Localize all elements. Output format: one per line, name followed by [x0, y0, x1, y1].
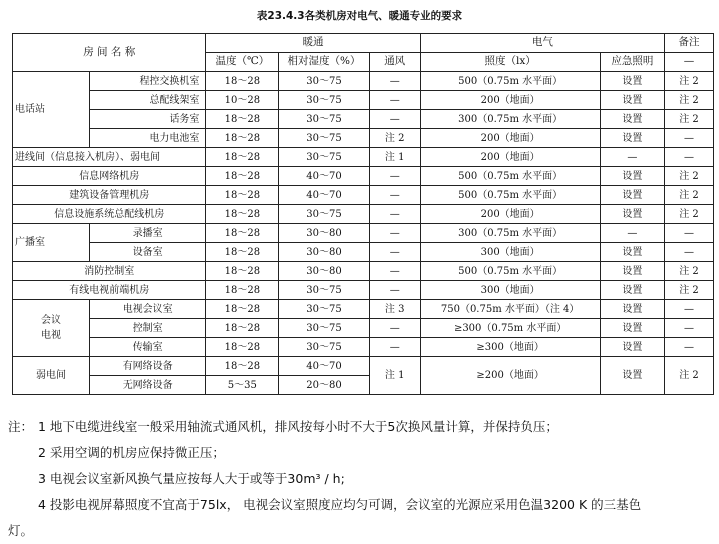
humidity-cell: 30～75 [279, 148, 369, 167]
notes-prefix: 注： [8, 419, 34, 434]
ventilation-cell: — [369, 243, 420, 262]
room-name: 控制室 [89, 319, 205, 338]
room-name: 有线电视前端机房 [13, 281, 206, 300]
illuminance-cell: 200（地面） [420, 129, 600, 148]
illuminance-cell: ≥200（地面） [420, 357, 600, 395]
temperature-cell: 18～28 [206, 243, 279, 262]
header-row-top [13, 34, 714, 53]
remark-cell: 注 2 [665, 357, 714, 395]
table-row [13, 281, 714, 300]
table-row [13, 110, 714, 129]
note-3: 3 电视会议室新风换气量应按每人大于或等于30m³ / h; [38, 471, 345, 486]
remark-cell: 注 2 [665, 72, 714, 91]
remark-cell: 注 2 [665, 91, 714, 110]
illuminance-cell: 300（0.75m 水平面） [420, 110, 600, 129]
room-name: 消防控制室 [13, 262, 206, 281]
illuminance-cell: ≥300（0.75m 水平面） [420, 319, 600, 338]
emergency-cell: 设置 [600, 319, 664, 338]
remark-cell: 注 2 [665, 205, 714, 224]
humidity-cell: 40～70 [279, 186, 369, 205]
remark-cell: 注 2 [665, 262, 714, 281]
remark-cell: — [665, 319, 714, 338]
temperature-cell: 18～28 [206, 148, 279, 167]
header-temperature: 温度（℃） [206, 53, 279, 72]
room-name: 电视会议室 [89, 300, 205, 319]
humidity-cell: 30～75 [279, 205, 369, 224]
illuminance-cell: 750（0.75m 水平面）（注 4） [420, 300, 600, 319]
emergency-cell: 设置 [600, 300, 664, 319]
table-row [13, 205, 714, 224]
ventilation-cell: — [369, 319, 420, 338]
illuminance-cell: 500（0.75m 水平面） [420, 186, 600, 205]
emergency-cell: 设置 [600, 72, 664, 91]
temperature-cell: 18～28 [206, 167, 279, 186]
temperature-cell: 18～28 [206, 110, 279, 129]
temperature-cell: 18～28 [206, 262, 279, 281]
table-row [13, 243, 714, 262]
table-row [13, 224, 714, 243]
humidity-cell: 30～75 [279, 129, 369, 148]
note-1 [8, 414, 714, 440]
humidity-cell: 30～80 [279, 224, 369, 243]
room-name: 无网络设备 [89, 376, 205, 395]
humidity-cell: 30～80 [279, 243, 369, 262]
header-remarks-sub: — [665, 53, 714, 72]
table-row [13, 186, 714, 205]
humidity-cell: 30～75 [279, 72, 369, 91]
temperature-cell: 18～28 [206, 338, 279, 357]
remark-cell: 注 2 [665, 186, 714, 205]
room-name: 信息设施系统总配线机房 [13, 205, 206, 224]
table-row [13, 91, 714, 110]
emergency-cell: 设置 [600, 338, 664, 357]
emergency-cell: 设置 [600, 186, 664, 205]
header-ventilation: 通风 [369, 53, 420, 72]
emergency-cell: 设置 [600, 91, 664, 110]
ventilation-cell: 注 1 [369, 357, 420, 395]
ventilation-cell: 注 2 [369, 129, 420, 148]
illuminance-cell: 300（0.75m 水平面） [420, 224, 600, 243]
group-telephone-station: 电话站 [13, 72, 90, 148]
group-video-conference: 会议 电视 [13, 300, 90, 357]
room-name: 有网络设备 [89, 357, 205, 376]
remark-cell: 注 2 [665, 110, 714, 129]
temperature-cell: 18～28 [206, 205, 279, 224]
header-room-name: 房 间 名 称 [13, 34, 206, 72]
humidity-cell: 30～75 [279, 338, 369, 357]
humidity-cell: 30～75 [279, 281, 369, 300]
temperature-cell: 18～28 [206, 319, 279, 338]
table-row [13, 357, 714, 376]
emergency-cell: 设置 [600, 167, 664, 186]
room-name: 传输室 [89, 338, 205, 357]
remark-cell: — [665, 338, 714, 357]
emergency-cell: 设置 [600, 110, 664, 129]
header-emergency-lighting: 应急照明 [600, 53, 664, 72]
ventilation-cell: — [369, 281, 420, 300]
header-remarks: 备注 [665, 34, 714, 53]
emergency-cell: 设置 [600, 129, 664, 148]
header-humidity: 相对湿度（%） [279, 53, 369, 72]
header-electrical: 电气 [420, 34, 664, 53]
remark-cell: — [665, 148, 714, 167]
temperature-cell: 18～28 [206, 224, 279, 243]
humidity-cell: 30～75 [279, 91, 369, 110]
ventilation-cell: — [369, 205, 420, 224]
ventilation-cell: — [369, 262, 420, 281]
room-name: 设备室 [89, 243, 205, 262]
table-caption: 表23.4.3各类机房对电气、暖通专业的要求 [256, 10, 463, 22]
room-name: 建筑设备管理机房 [13, 186, 206, 205]
room-name: 话务室 [89, 110, 205, 129]
emergency-cell: — [600, 148, 664, 167]
note-2: 2 采用空调的机房应保持微正压； [38, 445, 225, 460]
humidity-cell: 30～75 [279, 110, 369, 129]
humidity-cell: 30～75 [279, 319, 369, 338]
humidity-cell: 30～80 [279, 262, 369, 281]
illuminance-cell: 200（地面） [420, 205, 600, 224]
table-row [13, 319, 714, 338]
illuminance-cell: 500（0.75m 水平面） [420, 72, 600, 91]
illuminance-cell: 200（地面） [420, 91, 600, 110]
table-row [13, 262, 714, 281]
emergency-cell: — [600, 224, 664, 243]
ventilation-cell: — [369, 72, 420, 91]
illuminance-cell: 300（地面） [420, 281, 600, 300]
room-name: 录播室 [89, 224, 205, 243]
emergency-cell: 设置 [600, 243, 664, 262]
emergency-cell: 设置 [600, 357, 664, 395]
room-name: 电力电池室 [89, 129, 205, 148]
humidity-cell: 30～75 [279, 300, 369, 319]
ventilation-cell: — [369, 186, 420, 205]
note-4-continued: 灯。 [8, 523, 34, 538]
temperature-cell: 18～28 [206, 129, 279, 148]
ventilation-cell: — [369, 91, 420, 110]
temperature-cell: 5～35 [206, 376, 279, 395]
group-weak-current-room: 弱电间 [13, 357, 90, 395]
remark-cell: — [665, 243, 714, 262]
temperature-cell: 18～28 [206, 281, 279, 300]
temperature-cell: 18～28 [206, 300, 279, 319]
emergency-cell: 设置 [600, 281, 664, 300]
remark-cell: — [665, 300, 714, 319]
illuminance-cell: ≥300（地面） [420, 338, 600, 357]
illuminance-cell: 500（0.75m 水平面） [420, 262, 600, 281]
header-illuminance: 照度（lx） [420, 53, 600, 72]
remark-cell: 注 2 [665, 167, 714, 186]
ventilation-cell: — [369, 167, 420, 186]
table-row [13, 338, 714, 357]
room-name: 程控交换机室 [89, 72, 205, 91]
remark-cell: 注 2 [665, 281, 714, 300]
temperature-cell: 10～28 [206, 91, 279, 110]
note-1-text: 1 地下电缆进线室一般采用轴流式通风机，排风按每小时不大于5次换风量计算，并保持负压； [38, 419, 558, 434]
room-name: 进线间（信息接入机房）、弱电间 [13, 148, 206, 167]
remark-cell: — [665, 129, 714, 148]
table-row [13, 300, 714, 319]
humidity-cell: 40～70 [279, 357, 369, 376]
notes-section [8, 414, 714, 544]
group-broadcast-room: 广播室 [13, 224, 90, 262]
emergency-cell: 设置 [600, 262, 664, 281]
illuminance-cell: 300（地面） [420, 243, 600, 262]
table-row [13, 148, 714, 167]
humidity-cell: 40～70 [279, 167, 369, 186]
table-row [13, 72, 714, 91]
ventilation-cell: — [369, 224, 420, 243]
room-name: 信息网络机房 [13, 167, 206, 186]
note-4: 4 投影电视屏幕照度不宜高于75lx， 电视会议室照度应均匀可调，会议室的光源应采用色温3200 K 的三基色 [38, 497, 642, 512]
illuminance-cell: 500（0.75m 水平面） [420, 167, 600, 186]
ventilation-cell: 注 3 [369, 300, 420, 319]
table-row [13, 129, 714, 148]
illuminance-cell: 200（地面） [420, 148, 600, 167]
temperature-cell: 18～28 [206, 357, 279, 376]
room-name: 总配线架室 [89, 91, 205, 110]
ventilation-cell: — [369, 338, 420, 357]
remark-cell: — [665, 224, 714, 243]
emergency-cell: 设置 [600, 205, 664, 224]
table-row [13, 167, 714, 186]
humidity-cell: 20～80 [279, 376, 369, 395]
temperature-cell: 18～28 [206, 186, 279, 205]
header-hvac: 暖通 [206, 34, 420, 53]
temperature-cell: 18～28 [206, 72, 279, 91]
requirements-table [12, 33, 714, 395]
ventilation-cell: 注 1 [369, 148, 420, 167]
ventilation-cell: — [369, 110, 420, 129]
